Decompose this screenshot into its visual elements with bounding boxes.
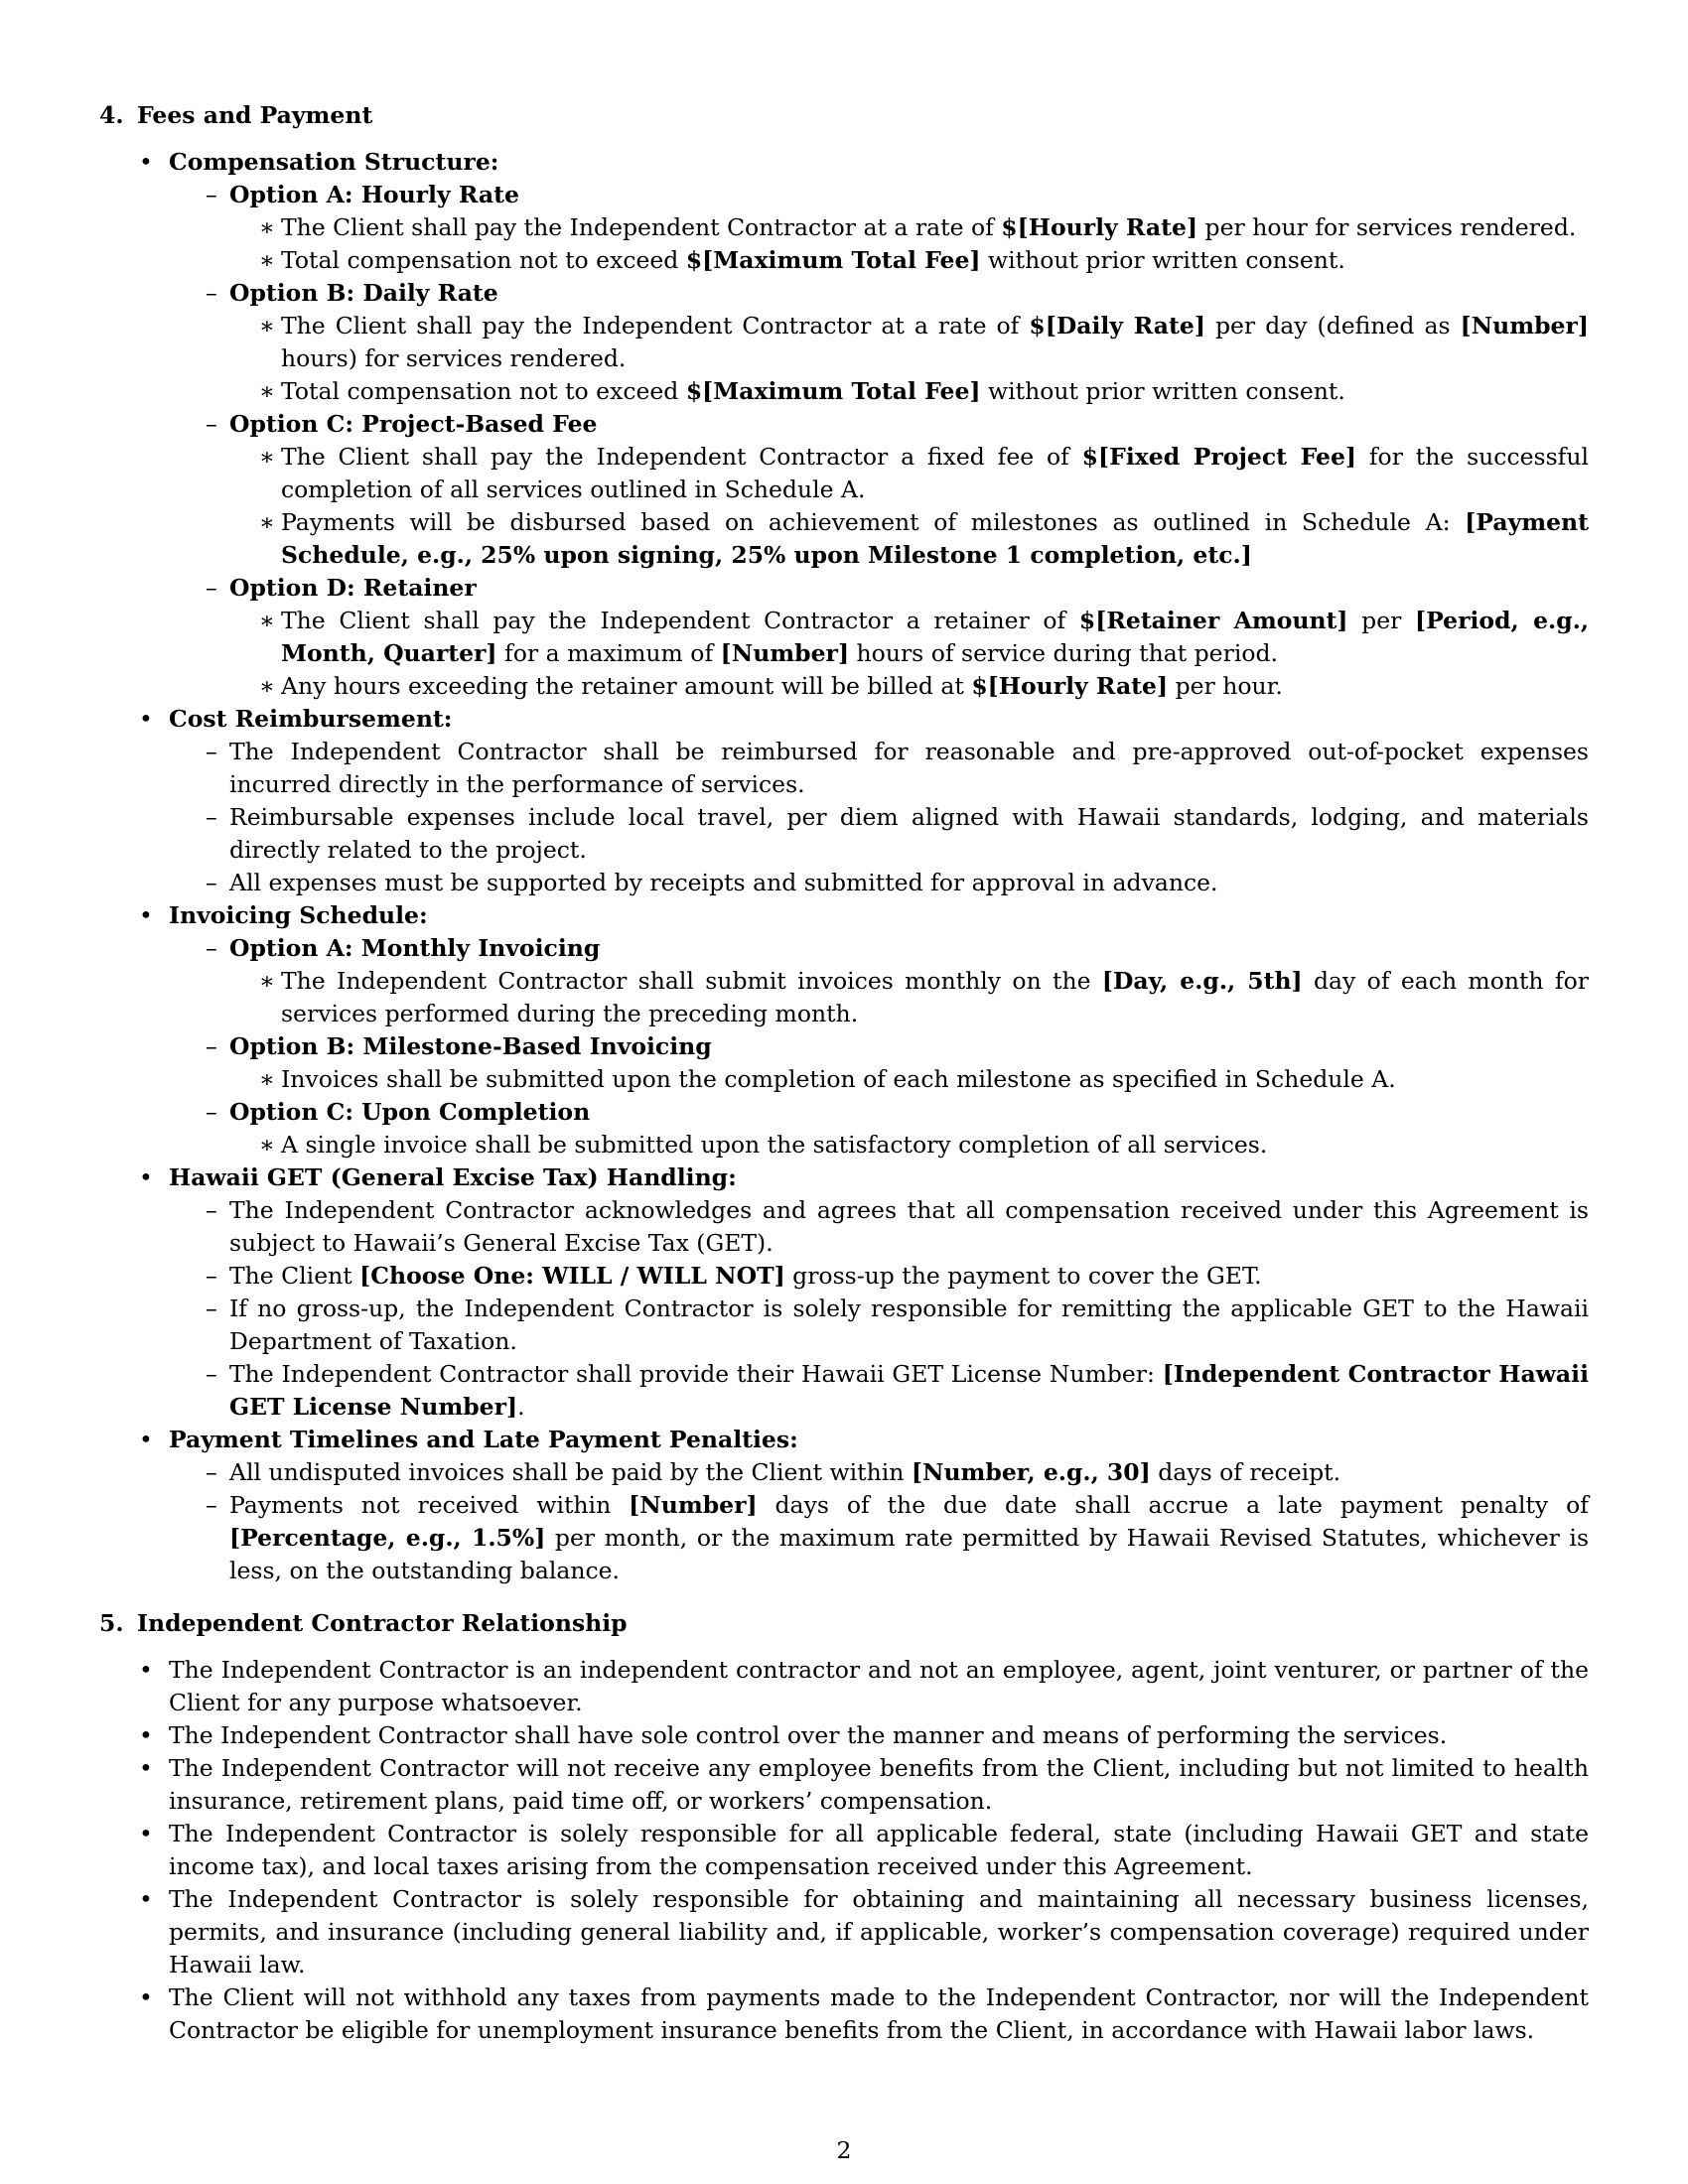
list-item: ∗ The Client shall pay the Independent Contractor a retainer of $[Retainer Amount] per [Period, e.g., Month, Quarter] for a maximum of [Number] hours of service during that period. <box>229 605 1589 670</box>
compensation-structure-item <box>99 146 1589 703</box>
compensation-structure-title: Compensation Structure: <box>169 148 499 176</box>
section-4-list <box>99 146 1589 1587</box>
option-c-project-title: Option C: Project-Based Fee <box>229 410 598 438</box>
option-b-daily <box>169 277 1589 408</box>
list-item: • The Independent Contractor is an independent contractor and not an employee, agent, joint venturer, or partner of the Client for any purpose whatsoever. <box>99 1654 1589 1719</box>
invoicing-schedule-item <box>99 899 1589 1161</box>
section-4-heading <box>99 99 1589 132</box>
compensation-options-list <box>169 179 1589 703</box>
list-item: – The Independent Contractor acknowledges and agrees that all compensation received under this Agreement is subject to Hawaii’s General Excise Tax (GET). <box>169 1194 1589 1260</box>
list-item: ∗ The Client shall pay the Independent Contractor at a rate of $[Daily Rate] per day (defined as [Number] hours) for services rendered. <box>229 310 1589 375</box>
list-item: ∗ Any hours exceeding the retainer amount will be billed at $[Hourly Rate] per hour. <box>229 670 1589 703</box>
list-item: – All undisputed invoices shall be paid by the Client within [Number, e.g., 30] days of receipt. <box>169 1456 1589 1489</box>
list-item: – Payments not received within [Number] days of the due date shall accrue a late payment penalty of [Percentage, e.g., 1.5%] per month, or the maximum rate permitted by Hawaii Revised Statutes, whichever is less, on the outstanding balance. <box>169 1489 1589 1587</box>
invoicing-option-b <box>169 1030 1589 1096</box>
list-item: ∗ The Independent Contractor shall submit invoices monthly on the [Day, e.g., 5th] day of each month for services performed during the preceding month. <box>229 965 1589 1030</box>
hawaii-get-item <box>99 1161 1589 1424</box>
list-item: • The Independent Contractor is solely responsible for obtaining and maintaining all necessary business licenses, permits, and insurance (including general liability and, if applicable, worker’s compensation coverage) required under Hawaii law. <box>99 1883 1589 1981</box>
list-item: – Reimbursable expenses include local travel, per diem aligned with Hawaii standards, lodging, and materials directly related to the project. <box>169 801 1589 867</box>
list-item: ∗ A single invoice shall be submitted upon the satisfactory completion of all services. <box>229 1129 1589 1161</box>
payment-timelines-item <box>99 1424 1589 1587</box>
page-number: 2 <box>836 2136 852 2164</box>
list-item: – The Independent Contractor shall provide their Hawaii GET License Number: [Independent Contractor Hawaii GET License Number]. <box>169 1358 1589 1424</box>
payment-timelines-title: Payment Timelines and Late Payment Penalties: <box>169 1426 798 1453</box>
list-item: – The Independent Contractor shall be reimbursed for reasonable and pre-approved out-of-pocket expenses incurred directly in the performance of services. <box>169 736 1589 801</box>
section-4-number: 4. <box>99 101 124 129</box>
invoicing-option-b-title: Option B: Milestone-Based Invoicing <box>229 1032 712 1060</box>
list-item: – If no gross-up, the Independent Contractor is solely responsible for remitting the applicable GET to the Hawaii Department of Taxation. <box>169 1293 1589 1358</box>
list-item: ∗ Total compensation not to exceed $[Maximum Total Fee] without prior written consent. <box>229 375 1589 408</box>
list-item: ∗ Invoices shall be submitted upon the completion of each milestone as specified in Schedule A. <box>229 1063 1589 1096</box>
invoicing-option-a-title: Option A: Monthly Invoicing <box>229 934 601 962</box>
page-content <box>99 99 1589 2047</box>
list-item: • The Client will not withhold any taxes from payments made to the Independent Contractor, nor will the Independent Contractor be eligible for unemployment insurance benefits from the Client, in accordance with Hawaii labor laws. <box>99 1981 1589 2047</box>
section-5-number: 5. <box>99 1609 124 1637</box>
option-d-retainer-title: Option D: Retainer <box>229 574 477 602</box>
list-item: ∗ Total compensation not to exceed $[Maximum Total Fee] without prior written consent. <box>229 244 1589 277</box>
option-a-hourly-title: Option A: Hourly Rate <box>229 181 519 208</box>
invoicing-option-c <box>169 1096 1589 1161</box>
list-item: ∗ The Client shall pay the Independent Contractor a fixed fee of $[Fixed Project Fee] for the successful completion of all services outlined in Schedule A. <box>229 441 1589 506</box>
option-a-hourly <box>169 179 1589 277</box>
list-item: ∗ The Client shall pay the Independent Contractor at a rate of $[Hourly Rate] per hour for services rendered. <box>229 211 1589 244</box>
cost-reimbursement-item <box>99 703 1589 899</box>
list-item: • The Independent Contractor shall have sole control over the manner and means of performing the services. <box>99 1719 1589 1752</box>
section-4-title: Fees and Payment <box>137 101 373 129</box>
section-5-title: Independent Contractor Relationship <box>137 1609 628 1637</box>
section-5-heading <box>99 1607 1589 1640</box>
list-item: • The Independent Contractor will not receive any employee benefits from the Client, including but not limited to health insurance, retirement plans, paid time off, or workers’ compensation. <box>99 1752 1589 1818</box>
option-d-retainer <box>169 572 1589 703</box>
hawaii-get-title: Hawaii GET (General Excise Tax) Handling: <box>169 1163 737 1191</box>
list-item: ∗ Payments will be disbursed based on achievement of milestones as outlined in Schedule A: [Payment Schedule, e.g., 25% upon signing, 25% upon Milestone 1 completion, etc.] <box>229 506 1589 572</box>
list-item: – All expenses must be supported by receipts and submitted for approval in advance. <box>169 867 1589 899</box>
invoicing-schedule-title: Invoicing Schedule: <box>169 901 428 929</box>
list-item: • The Independent Contractor is solely responsible for all applicable federal, state (including Hawaii GET and state income tax), and local taxes arising from the compensation received under this Agreement. <box>99 1818 1589 1883</box>
invoicing-option-a <box>169 932 1589 1030</box>
section-5-list <box>99 1654 1589 2047</box>
option-b-daily-title: Option B: Daily Rate <box>229 279 498 307</box>
option-c-project <box>169 408 1589 572</box>
cost-reimbursement-title: Cost Reimbursement: <box>169 705 453 733</box>
list-item: – The Client [Choose One: WILL / WILL NOT] gross-up the payment to cover the GET. <box>169 1260 1589 1293</box>
invoicing-option-c-title: Option C: Upon Completion <box>229 1098 591 1126</box>
